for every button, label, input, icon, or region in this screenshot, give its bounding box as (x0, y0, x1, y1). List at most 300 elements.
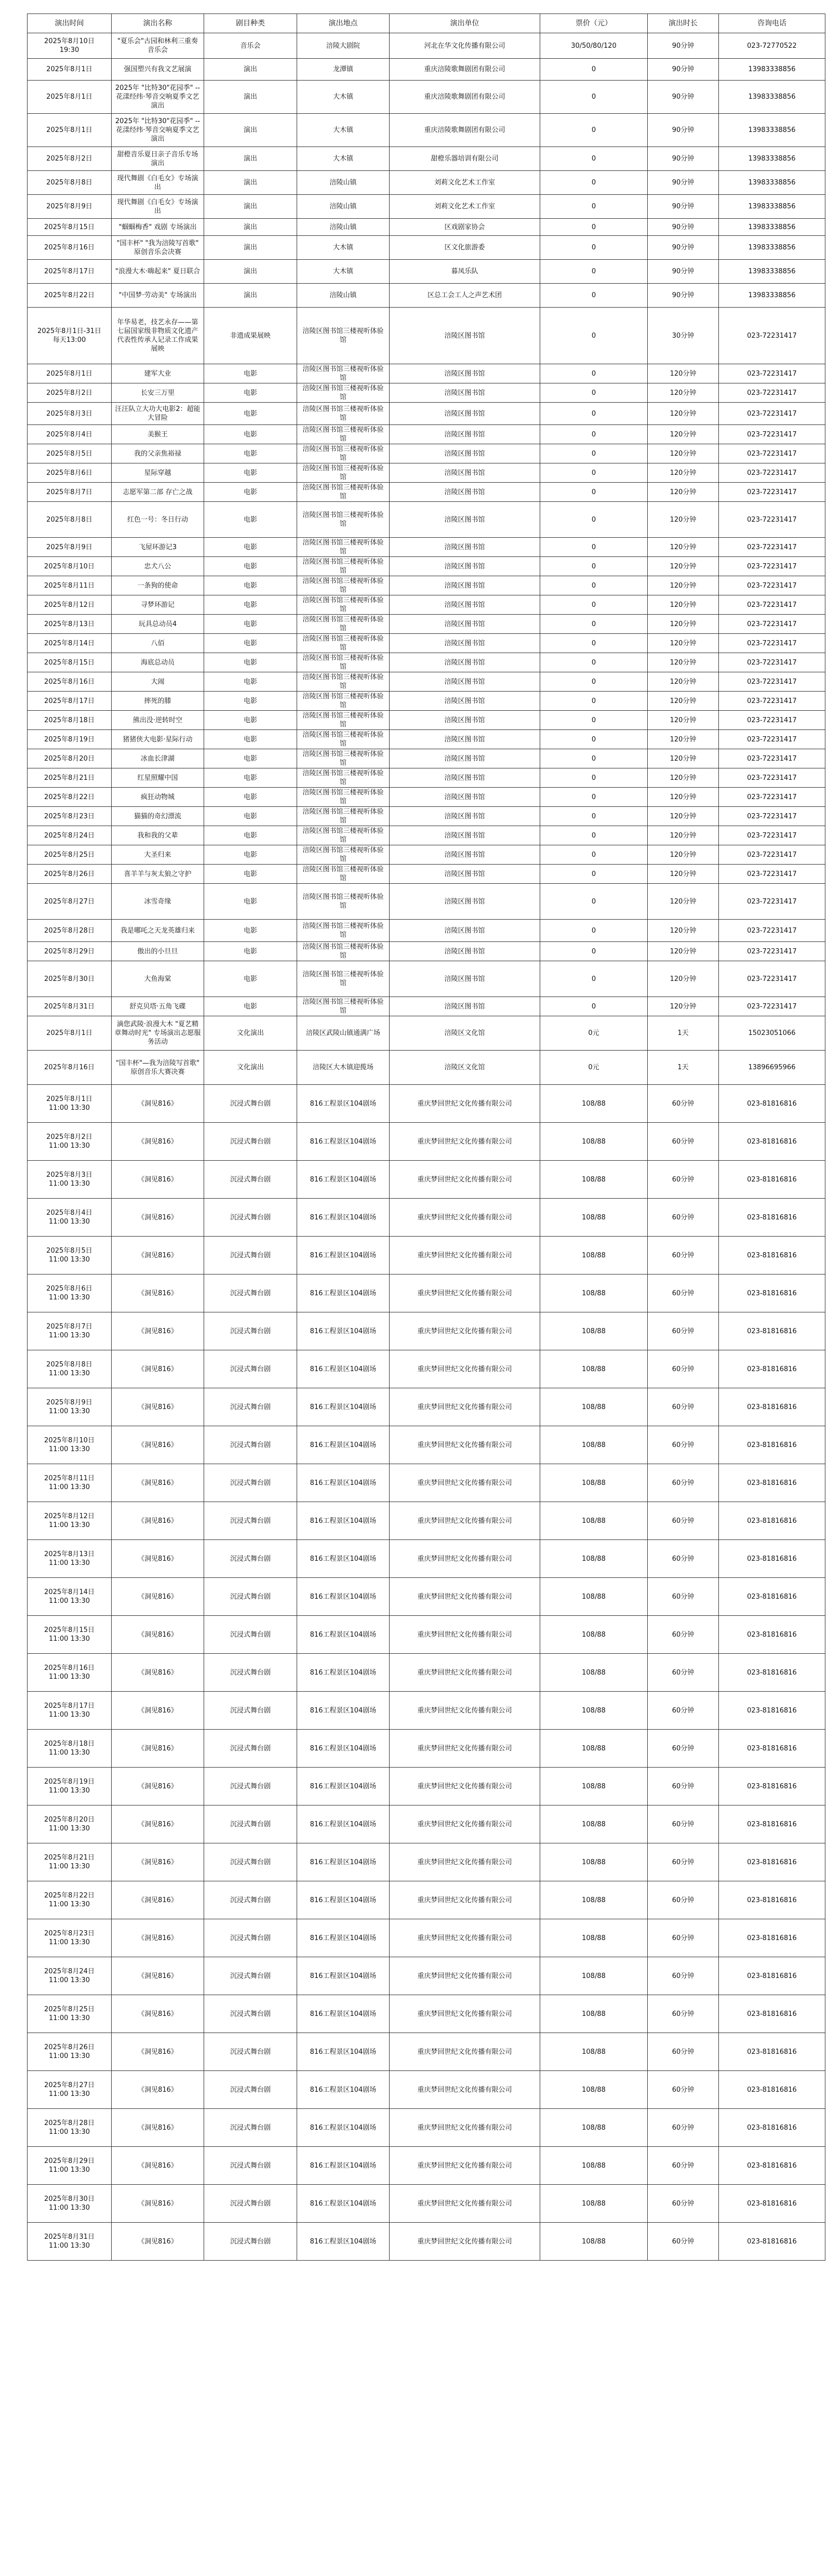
table-row (28, 1995, 825, 2033)
cell-genre: 沉浸式舞台剧 (204, 1881, 297, 1919)
cell-title: 寻梦环游记 (112, 595, 204, 615)
cell-duration: 60分钟 (648, 1274, 719, 1312)
cell-price: 0 (540, 692, 648, 711)
cell-genre: 电影 (204, 730, 297, 749)
cell-genre: 沉浸式舞台剧 (204, 2147, 297, 2185)
cell-duration: 120分钟 (648, 595, 719, 615)
table-row (28, 171, 825, 195)
cell-organizer: 涪陵区图书馆 (390, 383, 540, 403)
cell-time: 2025年8月28日 11:00 13:30 (28, 2109, 112, 2147)
cell-duration: 60分钟 (648, 1616, 719, 1654)
table-row (28, 2223, 825, 2261)
table-row (28, 1578, 825, 1616)
cell-time: 2025年8月19日 (28, 730, 112, 749)
cell-time: 2025年8月16日 11:00 13:30 (28, 1654, 112, 1692)
table-row (28, 1123, 825, 1161)
cell-venue: 涪陵山镇 (297, 171, 390, 195)
cell-genre: 沉浸式舞台剧 (204, 1654, 297, 1692)
cell-venue: 涪陵大剧院 (297, 33, 390, 59)
header-venue: 演出地点 (297, 14, 390, 33)
cell-duration: 60分钟 (648, 1995, 719, 2033)
cell-venue: 涪陵区图书馆三楼视听体验馆 (297, 826, 390, 845)
cell-genre: 沉浸式舞台剧 (204, 1919, 297, 1957)
cell-venue: 涪陵区图书馆三楼视听体验馆 (297, 444, 390, 463)
cell-genre: 电影 (204, 845, 297, 865)
cell-phone: 13983338856 (719, 236, 825, 260)
cell-genre: 沉浸式舞台剧 (204, 2071, 297, 2109)
cell-phone: 023-81816816 (719, 1161, 825, 1199)
cell-organizer: 重庆梦回世纪文化传播有限公司 (390, 1957, 540, 1995)
cell-genre: 沉浸式舞台剧 (204, 1768, 297, 1805)
cell-phone: 023-72231417 (719, 942, 825, 961)
cell-organizer: 涪陵区文化馆 (390, 1016, 540, 1051)
cell-venue: 涪陵山镇 (297, 195, 390, 219)
cell-phone: 13983338856 (719, 147, 825, 171)
header-time: 演出时间 (28, 14, 112, 33)
cell-venue: 816工程景区104剧场 (297, 1692, 390, 1730)
cell-price: 108/88 (540, 1616, 648, 1654)
cell-price: 0 (540, 59, 648, 81)
cell-time: 2025年8月16日 (28, 236, 112, 260)
cell-genre: 电影 (204, 768, 297, 788)
cell-title: 《洞见816》 (112, 1995, 204, 2033)
cell-phone: 023-72231417 (719, 865, 825, 884)
cell-phone: 023-72231417 (719, 730, 825, 749)
cell-time: 2025年8月13日 (28, 615, 112, 634)
table-row (28, 364, 825, 383)
cell-title: 《洞见816》 (112, 2033, 204, 2071)
cell-title: 《洞见816》 (112, 1654, 204, 1692)
cell-phone: 023-72231417 (719, 920, 825, 942)
cell-organizer: 涪陵区图书馆 (390, 502, 540, 538)
cell-venue: 816工程景区104剧场 (297, 1843, 390, 1881)
cell-price: 108/88 (540, 1919, 648, 1957)
table-row (28, 1426, 825, 1464)
cell-price: 0 (540, 236, 648, 260)
cell-duration: 60分钟 (648, 1881, 719, 1919)
cell-time: 2025年8月9日 (28, 538, 112, 557)
cell-duration: 120分钟 (648, 730, 719, 749)
table-row (28, 1540, 825, 1578)
cell-title: 《洞见816》 (112, 1426, 204, 1464)
cell-duration: 90分钟 (648, 236, 719, 260)
cell-price: 0 (540, 884, 648, 920)
cell-price: 0 (540, 711, 648, 730)
cell-price: 108/88 (540, 1805, 648, 1843)
table-row (28, 2185, 825, 2223)
cell-time: 2025年8月21日 11:00 13:30 (28, 1843, 112, 1881)
cell-genre: 沉浸式舞台剧 (204, 1805, 297, 1843)
cell-genre: 演出 (204, 147, 297, 171)
cell-phone: 023-72231417 (719, 557, 825, 576)
cell-title: "中国梦·劳动美" 专场演出 (112, 284, 204, 308)
cell-organizer: 重庆梦回世纪文化传播有限公司 (390, 1312, 540, 1350)
table-row (28, 884, 825, 920)
cell-time: 2025年8月16日 (28, 672, 112, 692)
cell-price: 108/88 (540, 1957, 648, 1995)
cell-time: 2025年8月1日 (28, 59, 112, 81)
cell-duration: 120分钟 (648, 403, 719, 425)
cell-venue: 大木镇 (297, 147, 390, 171)
cell-duration: 60分钟 (648, 2071, 719, 2109)
cell-genre: 电影 (204, 634, 297, 653)
cell-duration: 120分钟 (648, 615, 719, 634)
table-row (28, 502, 825, 538)
cell-organizer: 重庆梦回世纪文化传播有限公司 (390, 1654, 540, 1692)
cell-duration: 60分钟 (648, 1843, 719, 1881)
cell-price: 0 (540, 383, 648, 403)
cell-price: 108/88 (540, 1274, 648, 1312)
cell-time: 2025年8月15日 11:00 13:30 (28, 1616, 112, 1654)
cell-time: 2025年8月6日 11:00 13:30 (28, 1274, 112, 1312)
cell-organizer: 重庆梦回世纪文化传播有限公司 (390, 1843, 540, 1881)
cell-duration: 60分钟 (648, 2147, 719, 2185)
cell-price: 0 (540, 502, 648, 538)
cell-genre: 沉浸式舞台剧 (204, 1312, 297, 1350)
table-row (28, 2147, 825, 2185)
cell-venue: 816工程景区104剧场 (297, 1578, 390, 1616)
cell-venue: 涪陵区图书馆三楼视听体验馆 (297, 425, 390, 444)
cell-organizer: 重庆梦回世纪文化传播有限公司 (390, 1123, 540, 1161)
cell-duration: 120分钟 (648, 749, 719, 768)
cell-price: 0 (540, 997, 648, 1016)
cell-title: 我是哪吒之天龙英雄归来 (112, 920, 204, 942)
cell-title: 《洞见816》 (112, 1805, 204, 1843)
cell-genre: 演出 (204, 171, 297, 195)
table-row (28, 942, 825, 961)
cell-time: 2025年8月9日 (28, 195, 112, 219)
cell-time: 2025年8月9日 11:00 13:30 (28, 1388, 112, 1426)
cell-organizer: 重庆梦回世纪文化传播有限公司 (390, 1085, 540, 1123)
cell-title: 年华易老，技艺永存——第七届国家级非物质文化遗产代表性传承人记录工作成果展映 (112, 308, 204, 364)
cell-venue: 涪陵区图书馆三楼视听体验馆 (297, 538, 390, 557)
cell-phone: 13983338856 (719, 59, 825, 81)
table-row (28, 807, 825, 826)
cell-organizer: 区文化旅游委 (390, 236, 540, 260)
cell-title: 《洞见816》 (112, 2147, 204, 2185)
header-title: 演出名称 (112, 14, 204, 33)
cell-venue: 816工程景区104剧场 (297, 1350, 390, 1388)
cell-duration: 90分钟 (648, 284, 719, 308)
cell-time: 2025年8月8日 11:00 13:30 (28, 1350, 112, 1388)
table-row (28, 653, 825, 672)
table-body (28, 33, 825, 2261)
cell-price: 0 (540, 595, 648, 615)
cell-duration: 60分钟 (648, 1464, 719, 1502)
cell-time: 2025年8月19日 11:00 13:30 (28, 1768, 112, 1805)
cell-venue: 大木镇 (297, 236, 390, 260)
cell-duration: 60分钟 (648, 1123, 719, 1161)
cell-genre: 非遗成果展映 (204, 308, 297, 364)
cell-duration: 60分钟 (648, 2033, 719, 2071)
cell-venue: 816工程景区104剧场 (297, 1616, 390, 1654)
cell-phone: 13983338856 (719, 284, 825, 308)
cell-price: 0 (540, 788, 648, 807)
cell-venue: 涪陵区图书馆三楼视听体验馆 (297, 788, 390, 807)
cell-venue: 涪陵区图书馆三楼视听体验馆 (297, 364, 390, 383)
cell-genre: 演出 (204, 195, 297, 219)
cell-duration: 60分钟 (648, 1730, 719, 1768)
cell-phone: 023-81816816 (719, 1237, 825, 1274)
cell-title: 星际穿越 (112, 463, 204, 483)
cell-title: 《洞见816》 (112, 1161, 204, 1199)
cell-genre: 电影 (204, 557, 297, 576)
cell-duration: 60分钟 (648, 1919, 719, 1957)
cell-organizer: 重庆梦回世纪文化传播有限公司 (390, 2033, 540, 2071)
cell-phone: 023-72770522 (719, 33, 825, 59)
cell-duration: 120分钟 (648, 961, 719, 997)
cell-phone: 023-81816816 (719, 1388, 825, 1426)
cell-genre: 电影 (204, 749, 297, 768)
cell-price: 0 (540, 81, 648, 114)
cell-time: 2025年8月29日 (28, 942, 112, 961)
cell-organizer: 重庆梦回世纪文化传播有限公司 (390, 1995, 540, 2033)
cell-time: 2025年8月5日 11:00 13:30 (28, 1237, 112, 1274)
cell-organizer: 重庆梦回世纪文化传播有限公司 (390, 1768, 540, 1805)
cell-time: 2025年8月20日 (28, 749, 112, 768)
cell-genre: 电影 (204, 615, 297, 634)
cell-venue: 816工程景区104剧场 (297, 1085, 390, 1123)
cell-genre: 电影 (204, 576, 297, 595)
cell-price: 0 (540, 942, 648, 961)
cell-price: 0 (540, 171, 648, 195)
cell-genre: 演出 (204, 236, 297, 260)
table-row (28, 865, 825, 884)
cell-time: 2025年8月11日 11:00 13:30 (28, 1464, 112, 1502)
cell-venue: 816工程景区104剧场 (297, 1730, 390, 1768)
cell-title: 现代舞剧《白毛女》专场演出 (112, 171, 204, 195)
cell-duration: 60分钟 (648, 1199, 719, 1237)
table-row (28, 576, 825, 595)
cell-venue: 涪陵区图书馆三楼视听体验馆 (297, 502, 390, 538)
cell-price: 0 (540, 826, 648, 845)
cell-genre: 电影 (204, 502, 297, 538)
cell-time: 2025年8月21日 (28, 768, 112, 788)
cell-organizer: 涪陵区图书馆 (390, 997, 540, 1016)
cell-genre: 电影 (204, 672, 297, 692)
cell-genre: 电影 (204, 961, 297, 997)
cell-organizer: 重庆梦回世纪文化传播有限公司 (390, 1237, 540, 1274)
cell-phone: 023-72231417 (719, 826, 825, 845)
cell-title: 《洞见816》 (112, 2071, 204, 2109)
cell-title: 舒克贝塔·五角飞碟 (112, 997, 204, 1016)
table-row (28, 557, 825, 576)
cell-title: 傲出的小旦旦 (112, 942, 204, 961)
cell-phone: 13983338856 (719, 260, 825, 284)
table-row (28, 444, 825, 463)
table-row (28, 195, 825, 219)
cell-time: 2025年8月22日 (28, 788, 112, 807)
cell-phone: 023-81816816 (719, 2223, 825, 2261)
cell-duration: 1天 (648, 1051, 719, 1085)
cell-genre: 演出 (204, 59, 297, 81)
cell-duration: 90分钟 (648, 171, 719, 195)
cell-price: 108/88 (540, 1426, 648, 1464)
cell-time: 2025年8月31日 11:00 13:30 (28, 2223, 112, 2261)
cell-duration: 120分钟 (648, 920, 719, 942)
cell-duration: 120分钟 (648, 425, 719, 444)
table-row (28, 920, 825, 942)
cell-organizer: 涪陵区图书馆 (390, 595, 540, 615)
cell-venue: 涪陵区图书馆三楼视听体验馆 (297, 807, 390, 826)
cell-phone: 023-81816816 (719, 1843, 825, 1881)
cell-genre: 沉浸式舞台剧 (204, 1995, 297, 2033)
cell-organizer: 涪陵区图书馆 (390, 483, 540, 502)
cell-price: 0 (540, 444, 648, 463)
cell-phone: 023-81816816 (719, 2185, 825, 2223)
cell-duration: 60分钟 (648, 1312, 719, 1350)
cell-duration: 60分钟 (648, 1502, 719, 1540)
cell-venue: 816工程景区104剧场 (297, 1540, 390, 1578)
cell-duration: 60分钟 (648, 1388, 719, 1426)
cell-duration: 120分钟 (648, 672, 719, 692)
cell-venue: 涪陵区大木镇迎揽场 (297, 1051, 390, 1085)
table-row (28, 1274, 825, 1312)
cell-time: 2025年8月30日 (28, 961, 112, 997)
cell-time: 2025年8月2日 (28, 147, 112, 171)
cell-phone: 023-81816816 (719, 1350, 825, 1388)
cell-duration: 120分钟 (648, 826, 719, 845)
cell-price: 0 (540, 557, 648, 576)
cell-phone: 023-81816816 (719, 1540, 825, 1578)
cell-phone: 13983338856 (719, 81, 825, 114)
cell-title: 冰血长津湖 (112, 749, 204, 768)
cell-title: "国丰杯"—我为涪陵写首歌" 原创音乐大赛决赛 (112, 1051, 204, 1085)
cell-title: 一条狗的使命 (112, 576, 204, 595)
cell-genre: 演出 (204, 260, 297, 284)
cell-phone: 023-81816816 (719, 1426, 825, 1464)
table-row (28, 961, 825, 997)
cell-price: 0元 (540, 1051, 648, 1085)
cell-organizer: 重庆梦回世纪文化传播有限公司 (390, 2071, 540, 2109)
cell-phone: 023-81816816 (719, 2071, 825, 2109)
cell-duration: 90分钟 (648, 33, 719, 59)
cell-organizer: 重庆涪陵歌舞剧团有限公司 (390, 114, 540, 147)
cell-time: 2025年8月23日 (28, 807, 112, 826)
cell-price: 108/88 (540, 1464, 648, 1502)
cell-duration: 60分钟 (648, 2109, 719, 2147)
cell-genre: 电影 (204, 425, 297, 444)
cell-duration: 60分钟 (648, 1350, 719, 1388)
cell-phone: 023-81816816 (719, 1881, 825, 1919)
cell-phone: 15023051066 (719, 1016, 825, 1051)
cell-price: 108/88 (540, 1730, 648, 1768)
table-row (28, 463, 825, 483)
header-price: 票价（元） (540, 14, 648, 33)
cell-title: 玩具总动员4 (112, 615, 204, 634)
cell-phone: 023-72231417 (719, 576, 825, 595)
cell-price: 108/88 (540, 1350, 648, 1388)
table-row (28, 284, 825, 308)
cell-price: 0 (540, 219, 648, 236)
cell-duration: 120分钟 (648, 692, 719, 711)
cell-organizer: 区戏剧家协会 (390, 219, 540, 236)
cell-venue: 涪陵区图书馆三楼视听体验馆 (297, 768, 390, 788)
cell-venue: 816工程景区104剧场 (297, 1995, 390, 2033)
cell-phone: 13983338856 (719, 171, 825, 195)
table-row (28, 59, 825, 81)
cell-genre: 电影 (204, 364, 297, 383)
cell-phone: 023-72231417 (719, 595, 825, 615)
cell-organizer: 涪陵区图书馆 (390, 364, 540, 383)
cell-organizer: 涪陵区图书馆 (390, 884, 540, 920)
cell-title: 甜橙音乐夏日亲子音乐专场演出 (112, 147, 204, 171)
cell-organizer: 重庆梦回世纪文化传播有限公司 (390, 1881, 540, 1919)
cell-title: 《洞见816》 (112, 1881, 204, 1919)
cell-genre: 电影 (204, 463, 297, 483)
cell-genre: 电影 (204, 711, 297, 730)
table-row (28, 1919, 825, 1957)
cell-venue: 涪陵区图书馆三楼视听体验馆 (297, 557, 390, 576)
cell-phone: 023-72231417 (719, 653, 825, 672)
cell-time: 2025年8月1日 (28, 1016, 112, 1051)
cell-venue: 涪陵区图书馆三楼视听体验馆 (297, 483, 390, 502)
table-row (28, 1016, 825, 1051)
cell-venue: 816工程景区104剧场 (297, 1654, 390, 1692)
cell-title: 红星照耀中国 (112, 768, 204, 788)
cell-title: 红色一号：冬日行动 (112, 502, 204, 538)
cell-organizer: 涪陵区图书馆 (390, 672, 540, 692)
cell-organizer: 涪陵区图书馆 (390, 768, 540, 788)
cell-phone: 023-81816816 (719, 1730, 825, 1768)
cell-duration: 60分钟 (648, 1426, 719, 1464)
cell-price: 108/88 (540, 1502, 648, 1540)
cell-price: 0 (540, 364, 648, 383)
cell-phone: 023-81816816 (719, 1312, 825, 1350)
cell-phone: 023-81816816 (719, 2033, 825, 2071)
cell-organizer: 涪陵区图书馆 (390, 865, 540, 884)
cell-price: 108/88 (540, 1312, 648, 1350)
table-row (28, 383, 825, 403)
cell-genre: 沉浸式舞台剧 (204, 1426, 297, 1464)
cell-venue: 涪陵区图书馆三楼视听体验馆 (297, 961, 390, 997)
cell-organizer: 重庆梦回世纪文化传播有限公司 (390, 2147, 540, 2185)
cell-title: 志愿军第二部 存亡之战 (112, 483, 204, 502)
cell-organizer: 甜橙乐器培训有限公司 (390, 147, 540, 171)
cell-genre: 沉浸式舞台剧 (204, 1957, 297, 1995)
table-row (28, 788, 825, 807)
cell-time: 2025年8月17日 (28, 260, 112, 284)
cell-organizer: 涪陵区图书馆 (390, 653, 540, 672)
cell-time: 2025年8月14日 (28, 634, 112, 653)
cell-phone: 023-72231417 (719, 483, 825, 502)
cell-title: "夏乐会"古园和林利三重奏音乐会 (112, 33, 204, 59)
cell-genre: 电影 (204, 920, 297, 942)
cell-venue: 816工程景区104剧场 (297, 1388, 390, 1426)
cell-price: 108/88 (540, 1843, 648, 1881)
cell-venue: 涪陵山镇 (297, 284, 390, 308)
cell-phone: 023-72231417 (719, 364, 825, 383)
cell-price: 0 (540, 920, 648, 942)
cell-phone: 023-81816816 (719, 1995, 825, 2033)
cell-genre: 演出 (204, 284, 297, 308)
cell-venue: 816工程景区104剧场 (297, 1312, 390, 1350)
cell-price: 0 (540, 260, 648, 284)
cell-time: 2025年8月17日 11:00 13:30 (28, 1692, 112, 1730)
cell-title: 2025年 "比特30"花园季" --花漾经纬·琴音交响夏季文艺演出 (112, 81, 204, 114)
header-genre: 剧目种类 (204, 14, 297, 33)
cell-venue: 816工程景区104剧场 (297, 1881, 390, 1919)
cell-title: "国丰杯" "我为涪陵写首歌" 原创音乐会决赛 (112, 236, 204, 260)
cell-venue: 涪陵区图书馆三楼视听体验馆 (297, 595, 390, 615)
cell-genre: 沉浸式舞台剧 (204, 2109, 297, 2147)
cell-time: 2025年8月12日 11:00 13:30 (28, 1502, 112, 1540)
table-row (28, 1312, 825, 1350)
cell-title: 《洞见816》 (112, 1843, 204, 1881)
cell-price: 0 (540, 284, 648, 308)
cell-time: 2025年8月18日 (28, 711, 112, 730)
cell-time: 2025年8月25日 (28, 845, 112, 865)
